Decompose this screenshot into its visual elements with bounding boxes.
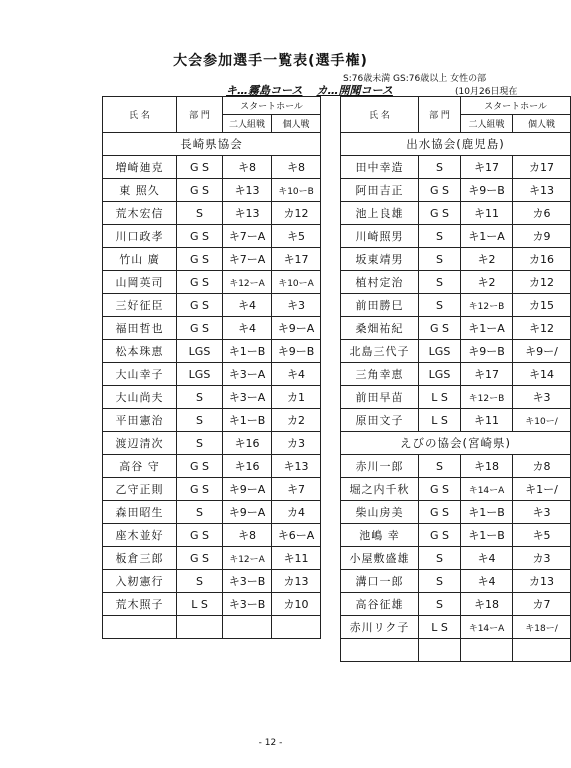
cell-division: G S bbox=[177, 547, 223, 570]
cell-individual-hole: カ12 bbox=[513, 271, 571, 294]
left-roster-table bbox=[102, 96, 321, 639]
cell-pair-hole bbox=[223, 616, 272, 639]
table-row bbox=[341, 340, 571, 363]
cell-division: G S bbox=[177, 478, 223, 501]
cell-individual-hole: キ13 bbox=[272, 455, 321, 478]
cell-division: S bbox=[419, 156, 461, 179]
cell-pair-hole: キ1ーB bbox=[223, 409, 272, 432]
table-row bbox=[103, 570, 321, 593]
cell-name: 大山幸子 bbox=[103, 363, 177, 386]
table-row bbox=[341, 248, 571, 271]
table-row bbox=[341, 202, 571, 225]
right-roster-table bbox=[340, 96, 571, 662]
cell-pair-hole: キ12ーB bbox=[461, 294, 513, 317]
cell-name: 乙守正則 bbox=[103, 478, 177, 501]
table-row bbox=[103, 156, 321, 179]
cell-division: LGS bbox=[419, 340, 461, 363]
cell-individual-hole: カ10 bbox=[272, 593, 321, 616]
cell-division: S bbox=[419, 225, 461, 248]
cell-division: G S bbox=[177, 524, 223, 547]
cell-individual-hole: キ12 bbox=[513, 317, 571, 340]
cell-pair-hole: キ9ーA bbox=[223, 478, 272, 501]
group-header: 長崎県協会 bbox=[103, 133, 321, 156]
table-row bbox=[103, 225, 321, 248]
cell-pair-hole: キ16 bbox=[223, 432, 272, 455]
cell-pair-hole: キ1ーA bbox=[461, 225, 513, 248]
table-row bbox=[103, 294, 321, 317]
cell-individual-hole: キ4 bbox=[272, 363, 321, 386]
table-row bbox=[103, 501, 321, 524]
cell-name: 川崎照男 bbox=[341, 225, 419, 248]
cell-division: S bbox=[419, 570, 461, 593]
cell-division: G S bbox=[419, 317, 461, 340]
cell-division: S bbox=[177, 570, 223, 593]
header-start-hole: スタートホール bbox=[461, 97, 571, 115]
cell-pair-hole: キ7ーA bbox=[223, 225, 272, 248]
cell-pair-hole: キ1ーB bbox=[223, 340, 272, 363]
cell-name: 板倉三郎 bbox=[103, 547, 177, 570]
cell-individual-hole: カ15 bbox=[513, 294, 571, 317]
table-row bbox=[341, 179, 571, 202]
cell-name: 池嶋 幸 bbox=[341, 524, 419, 547]
table-row bbox=[341, 271, 571, 294]
cell-division: S bbox=[177, 409, 223, 432]
table-row bbox=[103, 593, 321, 616]
group-header: 出水協会(鹿児島) bbox=[341, 133, 571, 156]
cell-individual-hole: キ9ーB bbox=[272, 340, 321, 363]
table-row bbox=[103, 179, 321, 202]
cell-name: 溝口一郎 bbox=[341, 570, 419, 593]
header-pair: 二人組戦 bbox=[223, 115, 272, 133]
table-row bbox=[341, 409, 571, 432]
cell-division: G S bbox=[419, 501, 461, 524]
cell-name: 田中幸造 bbox=[341, 156, 419, 179]
cell-name: 荒木照子 bbox=[103, 593, 177, 616]
cell-individual-hole: カ3 bbox=[272, 432, 321, 455]
cell-name: 渡辺清次 bbox=[103, 432, 177, 455]
cell-individual-hole: キ3 bbox=[513, 386, 571, 409]
cell-division: S bbox=[419, 294, 461, 317]
cell-name: 川口政孝 bbox=[103, 225, 177, 248]
legend-kirishima: キ…霧島コース bbox=[226, 84, 303, 97]
cell-name: 前田早苗 bbox=[341, 386, 419, 409]
cell-pair-hole: キ1ーB bbox=[461, 524, 513, 547]
cell-division: L S bbox=[177, 593, 223, 616]
cell-name: 原田文子 bbox=[341, 409, 419, 432]
cell-individual-hole: キ13 bbox=[513, 179, 571, 202]
cell-individual-hole: キ1ー/ bbox=[513, 478, 571, 501]
cell-name: 池上良雄 bbox=[341, 202, 419, 225]
cell-individual-hole: キ10ーB bbox=[272, 179, 321, 202]
cell-individual-hole: キ9ー/ bbox=[513, 340, 571, 363]
cell-division: L S bbox=[419, 409, 461, 432]
cell-division: LGS bbox=[177, 340, 223, 363]
cell-individual-hole: カ12 bbox=[272, 202, 321, 225]
cell-pair-hole: キ3ーA bbox=[223, 386, 272, 409]
cell-name: 平田憲治 bbox=[103, 409, 177, 432]
cell-name: 山岡英司 bbox=[103, 271, 177, 294]
table-row bbox=[103, 478, 321, 501]
cell-division: S bbox=[419, 271, 461, 294]
table-row bbox=[103, 340, 321, 363]
cell-individual-hole: キ18ー/ bbox=[513, 616, 571, 639]
cell-name: 竹山 廣 bbox=[103, 248, 177, 271]
table-row bbox=[103, 386, 321, 409]
cell-name: 三角幸恵 bbox=[341, 363, 419, 386]
header-pair: 二人組戦 bbox=[461, 115, 513, 133]
cell-pair-hole: キ3ーA bbox=[223, 363, 272, 386]
cell-division bbox=[177, 616, 223, 639]
cell-division: G S bbox=[419, 179, 461, 202]
table-row bbox=[341, 386, 571, 409]
cell-division: G S bbox=[419, 202, 461, 225]
table-row bbox=[341, 363, 571, 386]
table-row bbox=[341, 478, 571, 501]
cell-individual-hole: キ10ー/ bbox=[513, 409, 571, 432]
cell-pair-hole: キ9ーB bbox=[461, 179, 513, 202]
table-row bbox=[103, 317, 321, 340]
cell-pair-hole: キ9ーA bbox=[223, 501, 272, 524]
cell-individual-hole: キ5 bbox=[272, 225, 321, 248]
cell-pair-hole: キ13 bbox=[223, 179, 272, 202]
cell-pair-hole: キ4 bbox=[461, 547, 513, 570]
cell-division: G S bbox=[177, 271, 223, 294]
cell-individual-hole: カ1 bbox=[272, 386, 321, 409]
cell-pair-hole: キ9ーB bbox=[461, 340, 513, 363]
cell-pair-hole: キ12ーA bbox=[223, 271, 272, 294]
page-title: 大会参加選手一覧表(選手権) bbox=[173, 53, 368, 69]
cell-pair-hole: キ8 bbox=[223, 524, 272, 547]
table-row bbox=[103, 409, 321, 432]
cell-pair-hole: キ12ーB bbox=[461, 386, 513, 409]
cell-individual-hole: キ11 bbox=[272, 547, 321, 570]
table-row bbox=[341, 156, 571, 179]
cell-pair-hole: キ18 bbox=[461, 455, 513, 478]
cell-pair-hole: キ17 bbox=[461, 156, 513, 179]
as-of-date: (10月26日現在 bbox=[455, 87, 518, 97]
cell-division: G S bbox=[177, 455, 223, 478]
cell-individual-hole: カ2 bbox=[272, 409, 321, 432]
cell-name: 入籾憲行 bbox=[103, 570, 177, 593]
cell-pair-hole: キ4 bbox=[223, 317, 272, 340]
header-division: 部 門 bbox=[419, 97, 461, 133]
cell-pair-hole: キ16 bbox=[223, 455, 272, 478]
cell-pair-hole: キ13 bbox=[223, 202, 272, 225]
cell-division: L S bbox=[419, 386, 461, 409]
cell-name: 堀之内千秋 bbox=[341, 478, 419, 501]
cell-pair-hole: キ4 bbox=[461, 570, 513, 593]
cell-division: G S bbox=[177, 156, 223, 179]
cell-name: 森田昭生 bbox=[103, 501, 177, 524]
cell-division: S bbox=[419, 593, 461, 616]
cell-individual-hole: キ17 bbox=[272, 248, 321, 271]
table-row bbox=[103, 524, 321, 547]
table-row bbox=[103, 271, 321, 294]
cell-division: G S bbox=[177, 225, 223, 248]
cell-individual-hole: キ10ーA bbox=[272, 271, 321, 294]
cell-division: LGS bbox=[177, 363, 223, 386]
table-row bbox=[341, 639, 571, 662]
table-row bbox=[103, 363, 321, 386]
cell-division: LGS bbox=[419, 363, 461, 386]
cell-pair-hole: キ18 bbox=[461, 593, 513, 616]
table-row bbox=[341, 524, 571, 547]
header-name: 氏 名 bbox=[103, 97, 177, 133]
group-header: えびの協会(宮崎県) bbox=[341, 432, 571, 455]
header-start-hole: スタートホール bbox=[223, 97, 321, 115]
cell-division bbox=[419, 639, 461, 662]
cell-name: 荒木宏信 bbox=[103, 202, 177, 225]
cell-pair-hole: キ11 bbox=[461, 202, 513, 225]
cell-individual-hole bbox=[272, 616, 321, 639]
cell-name: 福田哲也 bbox=[103, 317, 177, 340]
cell-name: 坂東靖男 bbox=[341, 248, 419, 271]
division-note: S:76歳未満 GS:76歳以上 女性の部 bbox=[343, 74, 487, 84]
cell-division: L S bbox=[419, 616, 461, 639]
cell-pair-hole: キ12ーA bbox=[223, 547, 272, 570]
table-row bbox=[341, 455, 571, 478]
cell-division: S bbox=[177, 202, 223, 225]
table-row bbox=[341, 570, 571, 593]
cell-division: S bbox=[419, 547, 461, 570]
cell-individual-hole: カ6 bbox=[513, 202, 571, 225]
table-row bbox=[341, 294, 571, 317]
header-individual: 個人戦 bbox=[272, 115, 321, 133]
cell-division: S bbox=[177, 501, 223, 524]
cell-name: 北島三代子 bbox=[341, 340, 419, 363]
cell-name: 前田勝巳 bbox=[341, 294, 419, 317]
cell-individual-hole: キ14 bbox=[513, 363, 571, 386]
cell-pair-hole: キ14ーA bbox=[461, 478, 513, 501]
table-row bbox=[341, 501, 571, 524]
cell-name: 増崎廸克 bbox=[103, 156, 177, 179]
header-division: 部 門 bbox=[177, 97, 223, 133]
table-row bbox=[341, 225, 571, 248]
cell-individual-hole: カ17 bbox=[513, 156, 571, 179]
table-row bbox=[103, 616, 321, 639]
cell-pair-hole: キ3ーB bbox=[223, 593, 272, 616]
cell-name: 桑畑祐紀 bbox=[341, 317, 419, 340]
cell-name: 三好征臣 bbox=[103, 294, 177, 317]
cell-pair-hole: キ1ーB bbox=[461, 501, 513, 524]
table-row bbox=[103, 248, 321, 271]
cell-individual-hole: キ5 bbox=[513, 524, 571, 547]
cell-pair-hole: キ7ーA bbox=[223, 248, 272, 271]
cell-individual-hole: キ3 bbox=[272, 294, 321, 317]
cell-pair-hole: キ3ーB bbox=[223, 570, 272, 593]
table-row bbox=[103, 432, 321, 455]
cell-division: G S bbox=[419, 524, 461, 547]
cell-individual-hole: カ7 bbox=[513, 593, 571, 616]
cell-name: 座木並好 bbox=[103, 524, 177, 547]
table-row bbox=[341, 547, 571, 570]
table-row bbox=[341, 593, 571, 616]
page-number: - 12 - bbox=[258, 738, 283, 748]
cell-name bbox=[103, 616, 177, 639]
cell-name: 小屋敷盛雄 bbox=[341, 547, 419, 570]
cell-pair-hole: キ14ーA bbox=[461, 616, 513, 639]
cell-individual-hole: カ4 bbox=[272, 501, 321, 524]
cell-pair-hole: キ2 bbox=[461, 248, 513, 271]
cell-division: S bbox=[419, 455, 461, 478]
cell-division: G S bbox=[177, 179, 223, 202]
cell-individual-hole: カ16 bbox=[513, 248, 571, 271]
table-row bbox=[341, 317, 571, 340]
cell-individual-hole: キ3 bbox=[513, 501, 571, 524]
cell-individual-hole: キ8 bbox=[272, 156, 321, 179]
cell-division: G S bbox=[177, 317, 223, 340]
cell-division: G S bbox=[419, 478, 461, 501]
cell-individual-hole: カ13 bbox=[513, 570, 571, 593]
table-row bbox=[103, 202, 321, 225]
cell-name bbox=[341, 639, 419, 662]
cell-name: 大山尚夫 bbox=[103, 386, 177, 409]
cell-pair-hole: キ2 bbox=[461, 271, 513, 294]
cell-name: 東 照久 bbox=[103, 179, 177, 202]
cell-pair-hole: キ8 bbox=[223, 156, 272, 179]
table-row bbox=[103, 547, 321, 570]
cell-name: 阿田吉正 bbox=[341, 179, 419, 202]
cell-name: 赤川一郎 bbox=[341, 455, 419, 478]
cell-division: G S bbox=[177, 294, 223, 317]
cell-individual-hole: カ3 bbox=[513, 547, 571, 570]
cell-name: 柴山房美 bbox=[341, 501, 419, 524]
cell-individual-hole: カ8 bbox=[513, 455, 571, 478]
cell-pair-hole: キ11 bbox=[461, 409, 513, 432]
cell-pair-hole: キ1ーA bbox=[461, 317, 513, 340]
cell-division: S bbox=[177, 432, 223, 455]
header-name: 氏 名 bbox=[341, 97, 419, 133]
table-row bbox=[341, 616, 571, 639]
cell-individual-hole bbox=[513, 639, 571, 662]
cell-name: 植村定治 bbox=[341, 271, 419, 294]
cell-division: S bbox=[419, 248, 461, 271]
cell-division: S bbox=[177, 386, 223, 409]
cell-division: G S bbox=[177, 248, 223, 271]
cell-pair-hole bbox=[461, 639, 513, 662]
cell-name: 高谷征雄 bbox=[341, 593, 419, 616]
cell-pair-hole: キ17 bbox=[461, 363, 513, 386]
cell-pair-hole: キ4 bbox=[223, 294, 272, 317]
cell-individual-hole: キ9ーA bbox=[272, 317, 321, 340]
header-individual: 個人戦 bbox=[513, 115, 571, 133]
cell-individual-hole: キ7 bbox=[272, 478, 321, 501]
table-row bbox=[103, 455, 321, 478]
cell-individual-hole: カ13 bbox=[272, 570, 321, 593]
cell-name: 高谷 守 bbox=[103, 455, 177, 478]
cell-name: 松本珠恵 bbox=[103, 340, 177, 363]
cell-individual-hole: キ6ーA bbox=[272, 524, 321, 547]
cell-individual-hole: カ9 bbox=[513, 225, 571, 248]
legend-kaimon: カ…開聞コース bbox=[316, 84, 393, 97]
cell-name: 赤川リク子 bbox=[341, 616, 419, 639]
